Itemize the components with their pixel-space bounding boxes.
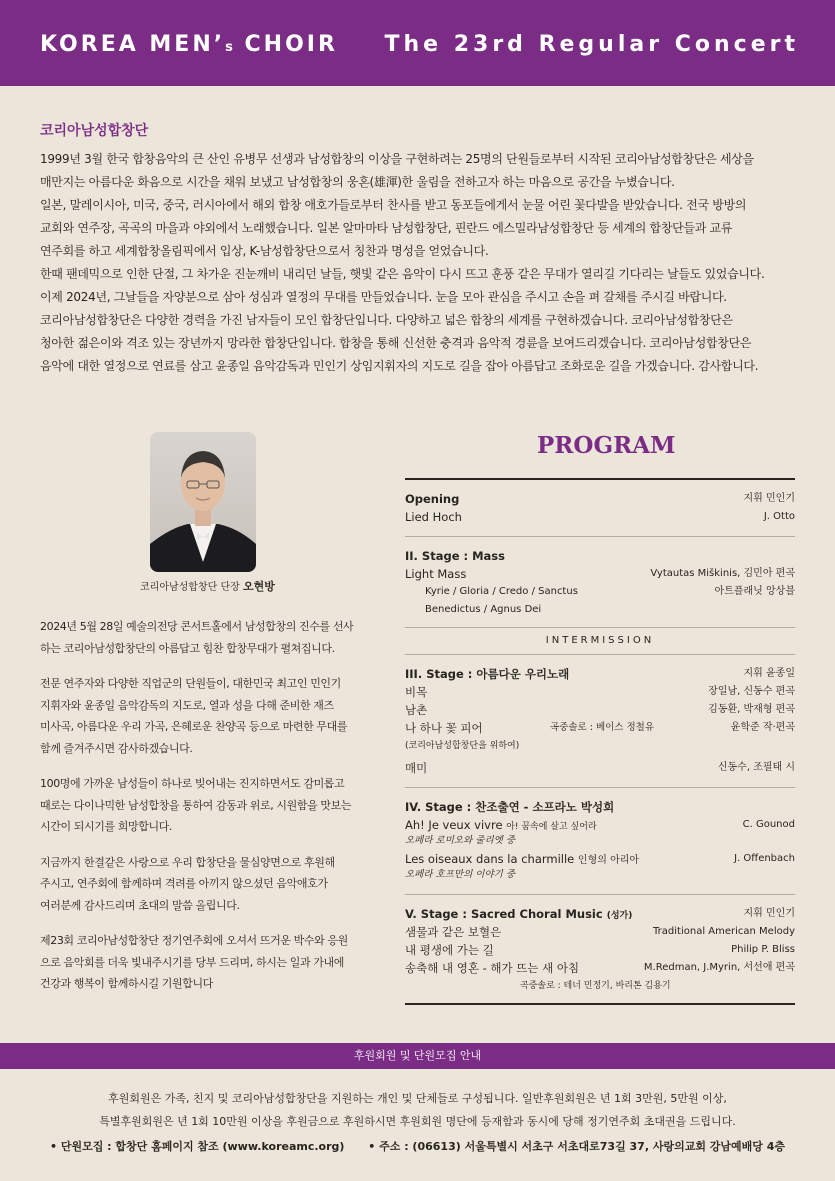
caption-role: 코리아남성합창단 단장 [140,582,240,593]
intro-line: 1999년 3월 한국 합창음악의 큰 산인 유병무 선생과 남성합창의 이상을 구현하려는 25명의 단원들로부터 시작된 코리아남성합창단은 세상을 [40,152,754,166]
header-concert-title: The 23rd Regular Concert [384,32,799,57]
greeting-text [40,616,370,1009]
program-row: (코리아남성합창단을 위하여) [405,741,520,751]
program-row: 송축해 내 영혼 - 해가 뜨는 새 아침 M.Redman, J.Myrin, 서선애 편곡 [405,961,795,975]
recruit-info: • 단원모집 : 합창단 홈페이지 참조 (www.koreamc.org) [49,1140,345,1153]
portrait-caption [140,578,275,594]
program-row: 오페라 로미오와 줄리엣 중 [405,835,516,846]
header-banner [0,0,835,86]
program-row: Les oiseaux dans la charmille 인형의 아리아 J. Offenbach [405,852,795,866]
greeting-paragraph: 2024년 5월 28일 예술의전당 콘서트홀에서 남성합창의 진수를 선사 하는 코리아남성합창단의 아름답고 힘찬 합창무대가 펼쳐집니다. [40,620,354,655]
divider [405,536,795,537]
program-row: 남촌 김동환, 박재형 편곡 [405,703,795,717]
intro-line: 이제 2024년, 그날들을 자양분으로 삼아 성심과 열정의 무대를 만들었습니다. 눈을 모아 관심을 주시고 손을 펴 갈채를 주시길 바랍니다. [40,290,727,304]
intro-line: 일본, 말레이시아, 미국, 중국, 러시아에서 해외 합창 애호가들로부터 찬사를 받고 동포들에게서 눈물 어린 꽃다발을 받았습니다. 전국 방방의 [40,198,747,212]
program-row: Lied Hoch J. Otto [405,510,795,524]
divider [405,894,795,895]
intro-line: 연주회를 하고 세계합창올림픽에서 입상, K-남성합창단으로서 칭찬과 명성을 얻었습니다. [40,244,489,258]
program-row: 곡중솔로 : 테너 민정기, 바리톤 김용기 [520,981,671,991]
divider [405,787,795,788]
divider [405,1003,795,1005]
greeting-paragraph: 전문 연주자와 다양한 직업군의 단원들이, 대한민국 최고인 민인기 지휘자와 윤종일 음악감독의 지도로, 열과 성을 다해 준비한 재즈 미사곡, 아름다운 우리 가곡, 은혜로운 찬양곡 등으로 마련한 무대를 함께 즐겨주시면 감사하겠습니다. [40,677,348,755]
program-row: 내 평생에 가는 길 Philip P. Bliss [405,943,795,957]
program-row: III. Stage : 아름다운 우리노래 지휘 윤종일 [405,667,795,681]
divider [405,654,795,655]
intro-line: 매만지는 아름다운 화음으로 시간을 채워 보냈고 남성합창의 웅혼(雄渾)한 울림을 전하고자 하는 마음으로 공간을 누볐습니다. [40,175,675,189]
program-row: IV. Stage : 찬조출연 - 소프라노 박성희 [405,800,615,814]
greeting-paragraph: 100명에 가까운 남성들이 하나로 빚어내는 진지하면서도 감미롭고 때로는 다이나믹한 남성합창을 통하여 감동과 위로, 시원함을 맛보는 시간이 되시기를 희망합니다. [40,777,352,833]
director-portrait [150,432,256,572]
program-row: 비목 장일남, 신동수 편곡 [405,685,795,699]
footer-line: 후원회원은 가족, 친지 및 코리아남성합창단을 지원하는 개인 및 단체들로 구성됩니다. 일반후원회원은 년 1회 3만원, 5만원 이상, [108,1092,727,1105]
program-row: 나 하나 꽃 피어 곡중솔로 : 베이스 정철유 윤학준 작·편곡 [405,721,795,735]
program-row: II. Stage : Mass [405,549,506,563]
program-row: 샘물과 같은 보혈은 Traditional American Melody [405,925,795,939]
program-row: 오페라 호프만의 이야기 중 [405,869,516,880]
greeting-paragraph: 지금까지 한결같은 사랑으로 우리 합창단을 물심양면으로 후원해 주시고, 연주회에 함께하며 격려를 아끼지 않으셨던 음악애호가 여러분께 감사드리며 초대의 말씀 올립니다. [40,855,335,912]
footer-info [0,1138,835,1154]
intro-line: 교회와 연주장, 곡곡의 마을과 야외에서 노래했습니다. 일본 알마마타 남성합창단, 핀란드 에스밀라남성합창단 등 세계의 합창단들과 교류 [40,221,733,235]
footer-banner: 후원회원 및 단원모집 안내 [0,1043,835,1069]
program-title: PROGRAM [537,432,676,459]
intro-line: 한때 팬데믹으로 인한 단절, 그 차가운 진눈깨비 내리던 날들, 햇빛 같은 음악이 다시 뜨고 훈풍 같은 무대가 열리길 기다리는 날들도 있었습니다. [40,267,765,281]
choir-name-heading: 코리아남성합창단 [40,123,149,139]
program-row: Kyrie / Gloria / Credo / Sanctus 아트플래닛 앙상블 [425,586,795,597]
header-choir-name: KOREA MEN’s CHOIR [40,32,338,57]
footer-text [0,1087,835,1133]
intro-line: 코리아남성합창단은 다양한 경력을 가진 남자들이 모인 합창단입니다. 다양하고 넓은 합창의 세계를 구현하겠습니다. 코리아남성합창단은 [40,313,733,327]
address-info: • 주소 : (06613) 서울특별시 서초구 서초대로73길 37, 사랑의교회 강남예배당 4층 [368,1140,786,1153]
program-list [405,478,795,1005]
greeting-paragraph: 제23회 코리아남성합창단 정기연주회에 오셔서 뜨거운 박수와 응원 으로 음악회를 더욱 빛내주시기를 당부 드리며, 하시는 일과 가내에 건강과 행복이 함께하시길 기원합니다 [40,934,348,990]
program-row: Opening 지휘 민인기 [405,492,795,506]
caption-name: 오현방 [242,580,275,593]
divider [405,478,795,480]
intermission-label: INTERMISSION [545,635,655,646]
intro-text [40,148,800,378]
program-row: Light Mass Vytautas Miškinis, 김민아 편곡 [405,567,795,581]
footer-line: 특별후원회원은 년 1회 10만원 이상을 후원금으로 후원하시면 후원회원 명단에 등재함과 동시에 당해 정기연주회 초대권을 드립니다. [99,1115,736,1128]
intro-line: 청아한 젊은이와 격조 있는 장년까지 망라한 합창단입니다. 합창을 통해 신선한 충격과 음악적 경륜을 보여드리겠습니다. 코리아남성합창단은 [40,336,752,350]
intro-line: 음악에 대한 열정으로 연료를 삼고 윤종일 음악감독과 민인기 상임지휘자의 지도로 길을 잡아 아름답고 조화로운 길을 가겠습니다. 감사합니다. [40,359,759,373]
program-row: 매미 신동수, 조필태 시 [405,761,795,775]
program-row: Ah! Je veux vivre 아! 꿈속에 살고 싶어라 C. Gounod [405,818,795,832]
program-row: V. Stage : Sacred Choral Music (성가) 지휘 민인기 [405,907,795,921]
program-row: Benedictus / Agnus Dei [425,604,542,615]
